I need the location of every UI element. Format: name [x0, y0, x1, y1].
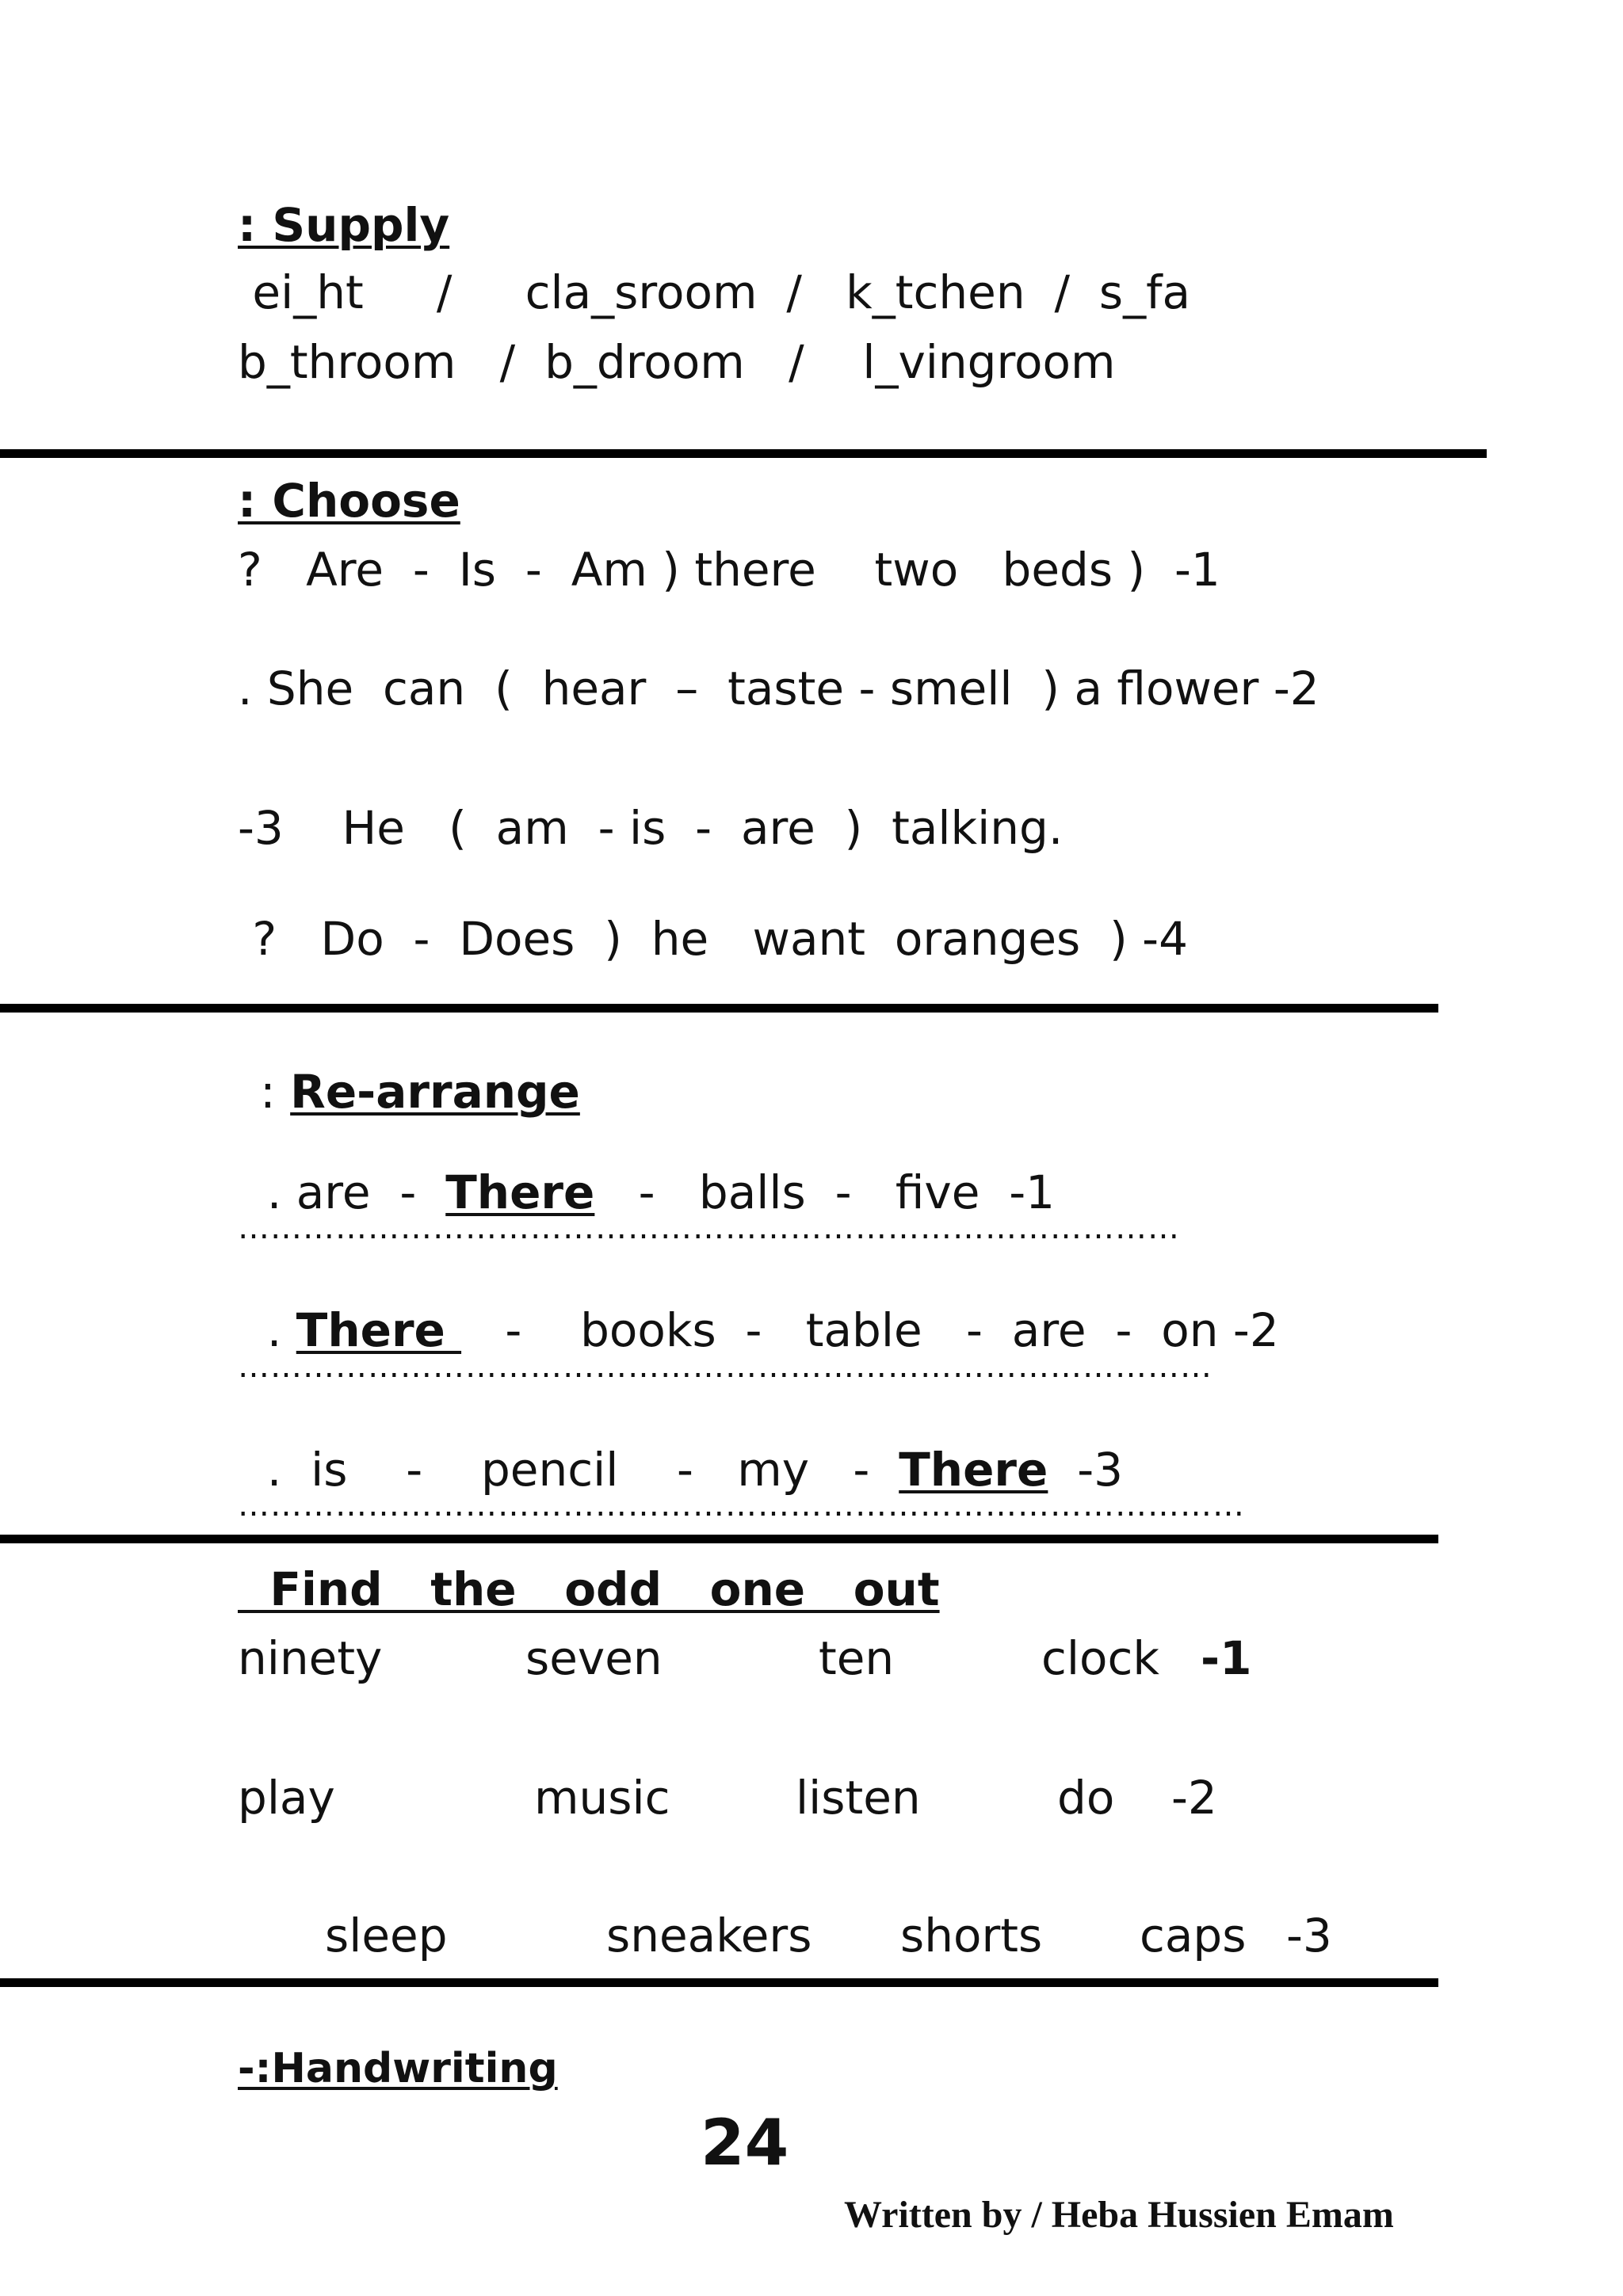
- author-credit: Written by / Heba Hussien Emam: [844, 2194, 1394, 2236]
- section-divider: [0, 1004, 1438, 1013]
- odd-row-2-word-3: listen: [796, 1771, 921, 1825]
- section-divider: [0, 1978, 1438, 1987]
- section-divider: [0, 449, 1487, 458]
- odd-row-3-word-1: sleep: [325, 1909, 448, 1962]
- page-number: 24: [701, 2106, 789, 2180]
- supply-line-1: ei_ht / cla_sroom / k_tchen / s_fa: [238, 265, 1191, 319]
- choose-question-1: ? Are - Is - Am ) there two beds ) -1: [238, 543, 1220, 597]
- rearrange-item-3-post: -3: [1048, 1443, 1124, 1497]
- odd-row-2-number: -2: [1171, 1771, 1217, 1825]
- answer-line-2[interactable]: ………………………………………………………………………………: [238, 1351, 1212, 1383]
- rearrange-heading: Re-arrange: [290, 1065, 580, 1119]
- rearrange-item-1-keyword: There: [445, 1165, 595, 1219]
- odd-row-1-word-2: seven: [525, 1631, 663, 1685]
- answer-line-3[interactable]: …………………………………………………………………………………: [238, 1489, 1245, 1521]
- rearrange-item-1-pre: . are -: [266, 1165, 446, 1219]
- supply-line-2: b_throom / b_droom / l_vingroom: [238, 335, 1116, 389]
- rearrange-heading-row: [252, 1054, 580, 1119]
- choose-question-3: -3 He ( am - is - are ) talking.: [238, 801, 1064, 855]
- rearrange-heading-prefix: :: [260, 1065, 291, 1119]
- choose-question-4: ? Do - Does ) he want oranges ) -4: [238, 912, 1188, 966]
- choose-question-2: . She can ( hear – taste - smell ) a flower -2: [238, 662, 1319, 715]
- handwriting-heading: -:Handwriting: [238, 2045, 558, 2092]
- section-divider: [0, 1535, 1438, 1543]
- odd-row-3-word-4: caps: [1140, 1909, 1247, 1962]
- rearrange-item-2-post: - books - table - are - on -2: [461, 1303, 1279, 1357]
- rearrange-item-2-keyword: There: [296, 1303, 462, 1357]
- rearrange-item-2-pre: .: [266, 1303, 296, 1357]
- rearrange-item-2: [238, 1261, 1279, 1357]
- rearrange-item-3-pre: . is - pencil - my -: [266, 1443, 899, 1497]
- rearrange-item-1: [238, 1123, 1056, 1219]
- choose-heading: : Choose: [238, 474, 460, 528]
- answer-line-1[interactable]: ……………………………………………………………………………: [238, 1212, 1180, 1244]
- odd-row-2-word-1: play: [238, 1771, 335, 1825]
- rearrange-item-3: [238, 1401, 1124, 1497]
- odd-row-1-word-4: clock: [1041, 1631, 1159, 1685]
- odd-heading: Find the odd one out: [238, 1562, 940, 1616]
- rearrange-item-1-post: - balls - five -1: [594, 1165, 1056, 1219]
- supply-heading: : Supply: [238, 198, 450, 252]
- odd-row-3-word-3: shorts: [900, 1909, 1043, 1962]
- odd-row-3-number: -3: [1286, 1909, 1332, 1962]
- odd-row-3-word-2: sneakers: [606, 1909, 812, 1962]
- odd-row-1-word-3: ten: [819, 1631, 895, 1685]
- rearrange-item-3-keyword: There: [899, 1443, 1048, 1497]
- odd-row-1-word-1: ninety: [238, 1631, 383, 1685]
- odd-row-2-word-2: music: [534, 1771, 670, 1825]
- odd-row-1-number: -1: [1201, 1631, 1252, 1685]
- odd-row-2-word-4: do: [1057, 1771, 1115, 1825]
